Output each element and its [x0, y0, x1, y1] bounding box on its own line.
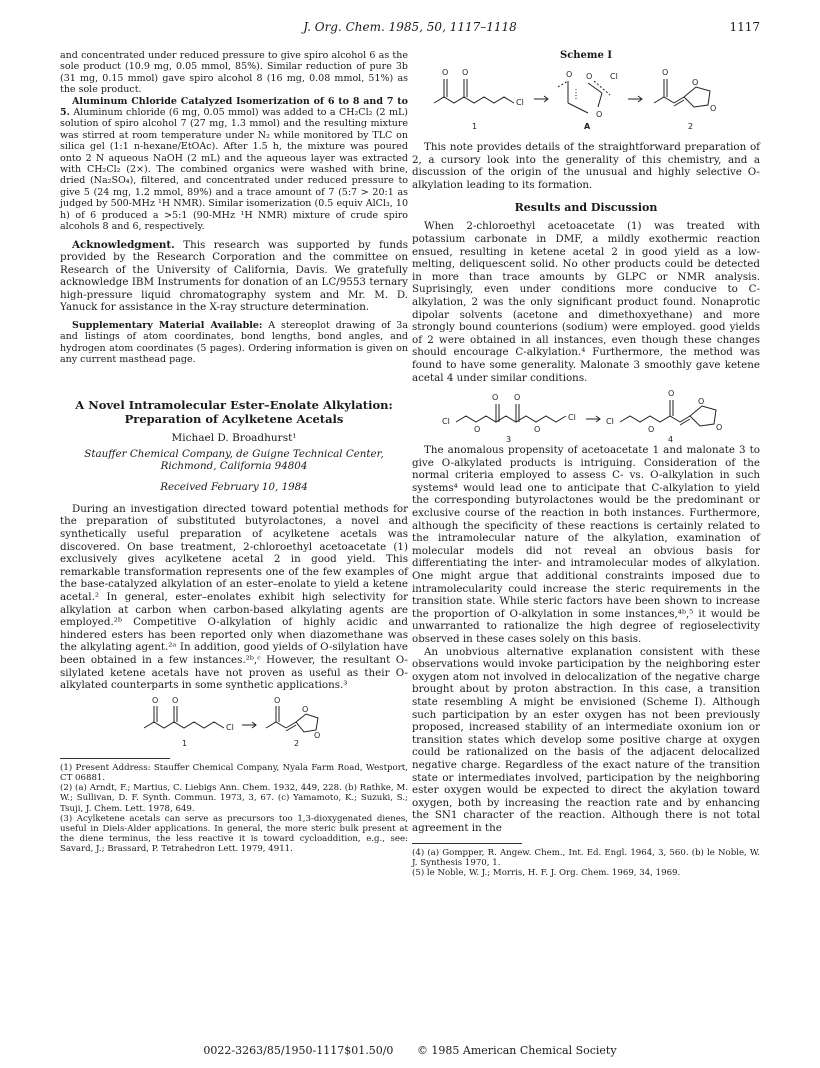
- scheme2-label-o4: O: [534, 425, 541, 435]
- running-header: [60, 20, 760, 38]
- supplementary-heading: Supplementary Material Available:: [72, 320, 263, 332]
- article-author: Michael D. Broadhurst¹: [171, 431, 297, 444]
- scheme2-label-cl2: Cl: [568, 413, 576, 423]
- article-code: 0022-3263/85/1950-1117$01.50/0: [203, 1044, 394, 1057]
- scheme2-label-o7: O: [698, 397, 705, 407]
- acknowledgment-heading: Acknowledgment.: [72, 238, 175, 251]
- footnote-1: (1) Present Address: Stauffer Chemical Company, Nyala Farm Road, Westport, CT 06881.: [60, 762, 408, 783]
- compound-3-label: 3: [506, 435, 512, 445]
- article-title: A Novel Intramolecular Ester–Enolate Alkylation: Preparation of Acylketene Acetals: [75, 397, 393, 426]
- page-footer: [60, 1044, 760, 1057]
- footnote-2: (2) (a) Arndt, F.; Martius, C. Liebigs Ann. Chem. 1932, 449, 228. (b) Rathke, M. W.; Sullivan, D. F. Synth. Commun. 1973, 3, 67. (c) Yamamoto, K.; Suzuki, S.; Tsuji, J. Chem. Lett. 1978, 649.: [60, 783, 408, 814]
- schemei-label-o7: O: [692, 78, 699, 87]
- alcl3-paragraph: [60, 96, 408, 233]
- footnote-3: (3) Acylketene acetals can serve as precursors too 1,3-dioxygenated dienes, useful in Diels-Alder applications. In general, the more steric bulk present at the diene terminus, the less reactive it is toward cycloaddition, e.g., see: Savard, J.; Brassard, P. Tetrahedron Lett. 1979, 4911.: [60, 813, 408, 855]
- footnote-rule-right: [412, 843, 522, 844]
- schemei-label-cl2: Cl: [610, 72, 618, 81]
- footnote-rule: [60, 758, 170, 759]
- schemei-label-o5: O: [596, 110, 603, 119]
- footnote-4: (4) (a) Gompper, R. Angew. Chem., Int. Ed. Engl. 1964, 3, 560. (b) le Noble, W. J. Synthesis 1970, 1.: [412, 847, 760, 868]
- scheme1-label-o1: O: [152, 695, 159, 705]
- copyright: © 1985 American Chemical Society: [416, 1044, 617, 1057]
- purpose-paragraph: This note provides details of the straightforward preparation of 2, a cursory look into the generality of this chemistry, and a discussion of the origin of the unusual and highly selective O-alkylation leading to its formation.: [412, 141, 760, 191]
- supplementary-paragraph: [60, 320, 408, 366]
- scheme-title: Scheme I: [559, 50, 613, 61]
- acknowledgment-paragraph: [60, 239, 408, 315]
- schemei-label-o3: O: [566, 70, 573, 79]
- scheme1-label-cl: Cl: [226, 722, 234, 732]
- alcl3-body: Aluminum chloride (6 mg, 0.05 mmol) was added to a CH₂Cl₂ (2 mL) solution of spiro alcohol 7 (27 mg, 1.3 mmol) and the resulting mixture was stirred at room temperature under N₂ while monitored by TLC on silica gel (1:1 n-hexane/EtOAc). After 1.5 h, the mixture was poured onto 2 N aqueous NaOH (2 mL) and the aqueous layer was extracted with CH₂Cl₂ (2×). The combined organics were washed with brine, dried (Na₂SO₄), filtered, and concentrated under reduced pressure to give 5 (24 mg, 1.2 mmol, 89%) and a trace amount of 7 (5:7 > 20:1 as judged by 500-MHz ¹H NMR). Similar isomerization (0.5 equiv AlCl₃, 10 h) of 6 produced a >5:1 (90-MHz ¹H NMR) mixture of crude spiro alcohols 8 and 6, respectively.: [60, 107, 408, 233]
- schemei-compound-2: 2: [688, 122, 694, 131]
- schemei-label-o8: O: [710, 104, 717, 113]
- scheme2-label-o1: O: [492, 393, 499, 403]
- compound-4-label: 4: [668, 435, 674, 445]
- schemei-label-o6: O: [662, 68, 669, 77]
- schemei-label-o4: O: [586, 72, 593, 81]
- footnote-5: (5) le Noble, W. J.; Morris, H. F. J. Org. Chem. 1969, 34, 1969.: [412, 867, 681, 878]
- scheme-1-to-2: [134, 692, 334, 750]
- scheme2-label-o3: O: [474, 425, 481, 435]
- compound-1-label: 1: [182, 738, 188, 748]
- schemei-label-o1: O: [442, 68, 449, 77]
- schemei-compound-a: A: [584, 122, 591, 131]
- supplementary-body: A stereoplot drawing of 3a and listings of atom coordinates, bond lengths, bond angles, and hydrogen atom coordinates (5 pages). Ordering information is given on any current masthead page.: [60, 320, 408, 366]
- left-column: [60, 50, 408, 855]
- author-affiliation: Stauffer Chemical Company, de Guigne Technical Center, Richmond, California 94804: [84, 447, 384, 473]
- received-date: Received February 10, 1984: [160, 480, 308, 493]
- section-heading-results: Results and Discussion: [514, 201, 658, 215]
- scheme2-label-o6: O: [668, 389, 675, 399]
- compound-2-label: 2: [294, 738, 300, 748]
- right-column: [412, 50, 760, 878]
- scheme2-label-cl3: Cl: [606, 417, 614, 427]
- scheme-3-to-4: [436, 384, 736, 444]
- alcl3-heading: Aluminum Chloride Catalyzed Isomerization of 6 to 8 and 7 to 5.: [60, 95, 408, 119]
- intro-paragraph: During an investigation directed toward potential methods for the preparation of substituted butyrolactones, a novel and synthetically useful preparation of acylketene acetals was discovered. On base treatment, 2-chloroethyl acetoacetate (1) exclusively gives acylketene acetal 2 in good yield. This remarkable transformation represents one of the few examples of the base-catalyzed alkylation of an ester–enolate to yield a ketene acetal.² In general, ester–enolates exhibit high selectivity for alkylation at carbon when carbon-based alkylating agents are employed.²ᵇ Competitive O-alkylation of highly acidic and hindered esters has been reported only when diazomethane was the alkylating agent.²ᵃ In addition, good yields of O-silylation have been obtained in a few instances.²ᵇ,ᶜ However, the resultant O-silylated ketene acetals have not proven as useful as their O-alkylated counterparts in some synthetic applications.³: [60, 502, 408, 692]
- anomalous-paragraph: The anomalous propensity of acetoacetate 1 and malonate 3 to give O-alkylated products is intriguing. Consideration of the normal criteria employed to assess C- vs. O-alkylation in such systems⁴ would lead one to anticipate that C-alkylation to yield the corresponding butyrolactones would be the predominant or exclusive course of the reaction in both instances. Furthermore, although the specificity of these reactions is certainly related to the intramolecular nature of the alkylation, examination of molecular models did not reveal an obvious basis for differentiating the inter- and intramolecular modes of alkylation. One might argue that additional constraints imposed due to intramolecularity could increase the steric requirements in the transition state. While steric factors have been shown to increase the proportion of O-alkylation in some instances,⁴ᵇ,⁵ it would be unwarranted to rationalize the high degree of regioselectivity observed in these cases solely on this basis.: [412, 444, 760, 645]
- scheme1-label-o4: O: [302, 704, 309, 714]
- schemei-label-o2: O: [462, 68, 469, 77]
- schemei-compound-1: 1: [472, 122, 478, 131]
- acknowledgment-body: This research was supported by funds provided by the Research Corporation and the committee on Research of the University of California, Davis. We gratefully acknowledge IBM Instruments for donation of an LC/9553 ternary high-pressure liquid chromatography system and Mr. M. D. Yanuck for assistance in the X-ray structure determination.: [60, 238, 408, 314]
- scheme2-label-o2: O: [514, 393, 521, 403]
- experimental-continuation: and concentrated under reduced pressure to give spiro alcohol 6 as the sole product (10.9 mg, 0.05 mmol, 85%). Similar reduction of pure 3b (31 mg, 0.15 mmol) gave spiro alcohol 8 (16 mg, 0.08 mmol, 51%) as the sole product.: [60, 50, 408, 96]
- scheme1-label-o2: O: [172, 695, 179, 705]
- scheme2-label-o8: O: [716, 423, 723, 433]
- scheme1-label-o5: O: [314, 730, 321, 740]
- scheme1-label-o3: O: [274, 695, 281, 705]
- schemei-label-cl1: Cl: [516, 98, 524, 107]
- journal-citation: J. Org. Chem. 1985, 50, 1117–1118: [303, 20, 517, 34]
- scheme2-label-o5: O: [648, 425, 655, 435]
- scheme2-label-cl1: Cl: [442, 417, 450, 427]
- page-number: 1117: [729, 20, 760, 34]
- results-paragraph: When 2-chloroethyl acetoacetate (1) was treated with potassium carbonate in DMF, a mildly exothermic reaction ensued, resulting in ketene acetal 2 in good yield as a low-melting, deliquescent solid. No other products could be detected in more than trace amounts by GLPC or NMR analysis. Suprisingly, even under conditions more conducive to C-alkylation, 2 was the only significant product found. Nonaprotic dipolar solvents (acetone and dimethoxyethane) and more strongly bound counterions (sodium) were employed. good yields of 2 were obtained in all instances, even though these changes should encourage C-alkylation.⁴ Furthermore, the method was found to have some generality. Malonate 3 smoothly gave ketene acetal 4 under similar conditions.: [412, 220, 760, 384]
- unobvious-paragraph: An unobvious alternative explanation consistent with these observations would invoke participation by the neighboring ester oxygen atom not involved in delocalization of the negative charge brought about by proton abstraction. In this case, a transition state resembling A might be envisioned (Scheme I). Although such participation by an ester oxygen has not been previously proposed, increased stability of an intermediate oxonium ion or transition states which develop some positive charge at oxygen could be rationalized on the basis of the adjacent delocalized negative charge. Regardless of the exact nature of the transition state or intermediates involved, participation by the neighboring ester oxygen would be expected to direct the akylation toward oxygen, both by increasing the reaction rate and by enhancing the SN1 character of the reaction. Although there is not total agreement in the: [412, 645, 760, 834]
- scheme-i: [426, 63, 746, 135]
